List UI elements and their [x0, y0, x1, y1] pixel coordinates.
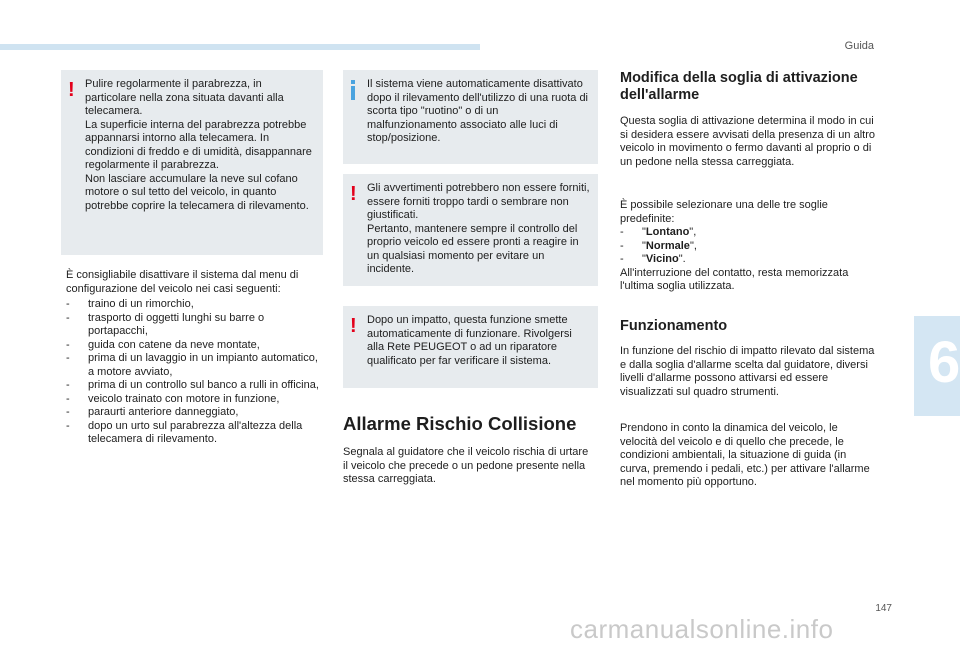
- warning-text: Gli avvertimenti potrebbero non essere forniti, essere forniti troppo tardi o sembrare non giustificati. Pertanto, mantenere sempre il controllo del proprio veicolo ed essere pronti a reagire in un qualsiasi momento per evitare un incidente.: [367, 182, 590, 275]
- warning-icon: !: [350, 315, 357, 337]
- option-name: Vicino: [645, 253, 679, 265]
- list-item: - guida con catene da neve montate,: [66, 339, 326, 353]
- warning-text: Dopo un impatto, questa funzione smette automaticamente di funzionare. Rivolgersi alla Rete PEUGEOT o ad un riparatore qualificato per far verificare il sistema.: [367, 314, 572, 367]
- threshold-options-block: [620, 199, 875, 294]
- chapter-tab: [914, 316, 960, 416]
- info-text: Il sistema viene automaticamente disattivato dopo il rilevamento dell'utilizzo di una ruota di scorta tipo "ruotino" o di un malfunzionamento associato alle luci di stop/posizione.: [367, 78, 589, 144]
- disable-intro: È consigliabile disattivare il sistema dal menu di configurazione del veicolo nei casi seguenti:: [66, 269, 299, 295]
- list-item: - veicolo trainato con motore in funzione,: [66, 393, 326, 407]
- warning-box-camera: [61, 70, 323, 255]
- list-item: - prima di un controllo sul banco a rulli in officina,: [66, 379, 326, 393]
- warning-text: Pulire regolarmente il parabrezza, in particolare nella zona situata davanti alla telecamera. La superficie interna del parabrezza potrebbe appannarsi intorno alla telecamera. In condizioni di freddo e di umidità, disappannare regolarmente il parabrezza. Non lasciare accumulare la neve sul cofano motore o sul tetto del veicolo, in quanto potrebbe coprire la telecamera di rilevamento.: [85, 78, 312, 212]
- operation-description: In funzione del rischio di impatto rilevato dal sistema e dalla soglia d'allarme scelta dal guidatore, diversi livelli d'allarme possono attivarsi ed essere visualizzati sul quadro strumenti.: [620, 345, 875, 398]
- section-title: Guida: [844, 40, 874, 52]
- warning-icon: !: [68, 79, 75, 101]
- heading-threshold: Modifica della soglia di attivazione dell'allarme: [620, 70, 858, 103]
- chapter-number: 6: [928, 330, 960, 395]
- watermark: carmanualsonline.info: [570, 614, 834, 644]
- option-vicino: - "Vicino".: [620, 253, 875, 267]
- option-normale: - "Normale",: [620, 240, 875, 254]
- threshold-options-intro: È possibile selezionare una delle tre soglie predefinite:: [620, 199, 828, 225]
- collision-alert-description: Segnala al guidatore che il veicolo rischia di urtare il veicolo che precede o un pedone presente nella stessa carreggiata.: [343, 446, 589, 485]
- option-suffix: ".: [678, 253, 686, 265]
- list-item: - trasporto di oggetti lunghi su barre o portapacchi,: [66, 312, 326, 339]
- disable-cases-list: [66, 298, 326, 447]
- top-accent-bar: [0, 44, 480, 50]
- warning-box-impact: [343, 306, 598, 388]
- heading-operation: Funzionamento: [620, 318, 728, 334]
- threshold-description: Questa soglia di attivazione determina il modo in cui si desidera essere avvisati della presenza di un altro veicolo in movimento o fermo davanti al proprio o di un pedone nella stessa carreggiata.: [620, 115, 875, 168]
- option-suffix: ",: [689, 239, 697, 252]
- option-name: Normale: [645, 239, 690, 252]
- list-item: - paraurti anteriore danneggiato,: [66, 406, 326, 420]
- warning-icon: !: [350, 183, 357, 205]
- list-item: - prima di un lavaggio in un impianto automatico, a motore avviato,: [66, 352, 326, 379]
- list-item: - dopo un urto sul parabrezza all'altezza della telecamera di rilevamento.: [66, 420, 326, 447]
- info-icon: [350, 80, 356, 100]
- threshold-options-outro: All'interruzione del contatto, resta memorizzata l'ultima soglia utilizzata.: [620, 266, 849, 292]
- option-name: Lontano: [645, 226, 690, 238]
- heading-collision-alert: Allarme Rischio Collisione: [343, 413, 577, 434]
- option-lontano: - "Lontano",: [620, 226, 875, 240]
- info-box-deactivation: [343, 70, 598, 164]
- option-suffix: ",: [689, 226, 697, 238]
- operation-details: Prendono in conto la dinamica del veicolo, le velocità del veicolo e di quello che precede, le condizioni ambientali, la situazione di guida (in curva, premendo i pedali, etc.) per attivare l'allarme nel momento più opportuno.: [620, 422, 870, 488]
- page-number: 147: [875, 603, 892, 614]
- list-item: - traino di un rimorchio,: [66, 298, 326, 312]
- warning-box-alerts: [343, 174, 598, 286]
